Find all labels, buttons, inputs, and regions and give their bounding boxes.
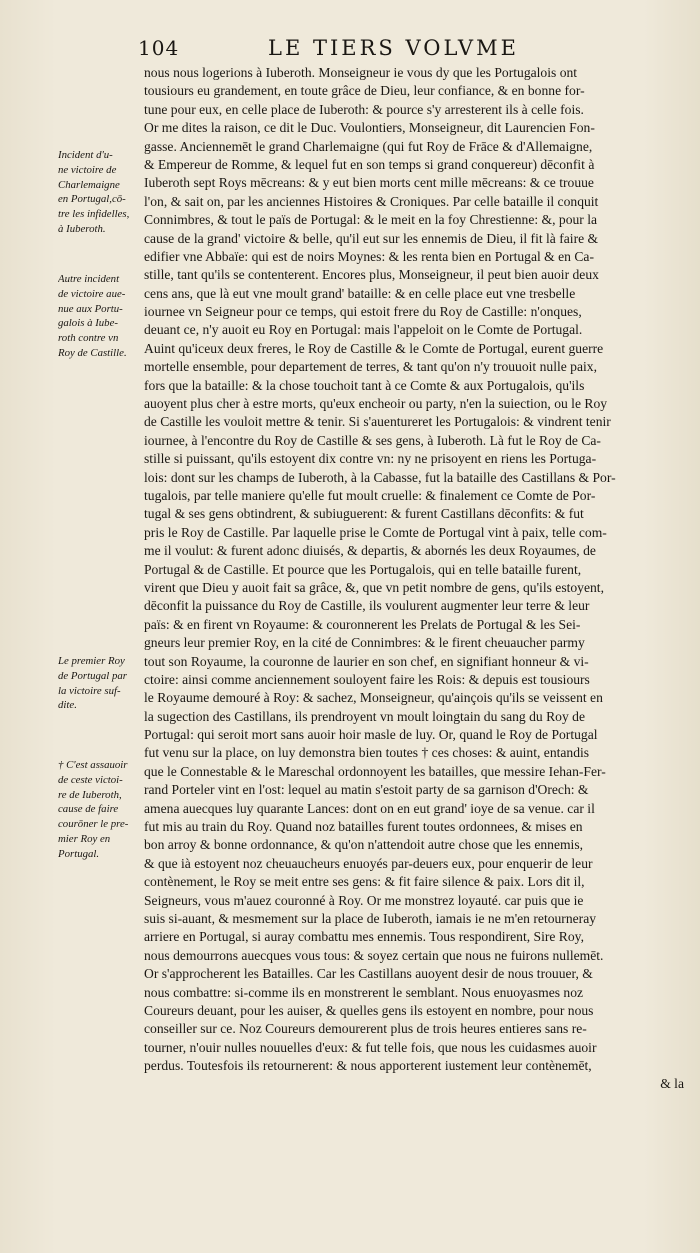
- margin-note: [58, 148, 142, 237]
- text-line: fut mis au train du Roy. Quand noz batailles furent toutes ordonnees, & mises en: [144, 819, 583, 835]
- margin-note-line: ne victoire de: [58, 163, 117, 176]
- text-line: tugalois, par telle maniere qu'elle fut moult cruelle: & finalement ce Comte de Por-: [144, 487, 596, 503]
- margin-note-line: nue aux Portu-: [58, 302, 123, 315]
- text-line: Or s'approcherent les Batailles. Car les Castillans auoyent desir de nous trouuer, &: [144, 966, 593, 982]
- text-line: ctoire: ainsi comme anciennement souloyent faire les Rois: & depuis est tousiours: [144, 671, 590, 687]
- text-line: Portugal & de Castille. Et pource que les Portugalois, qui en telle bataille furent,: [144, 561, 582, 577]
- margin-note: [58, 654, 142, 713]
- text-line: bon arroy & bonne ordonnance, & qu'on n'attendoit autre chose que les ennemis,: [144, 837, 584, 853]
- running-title: LE TIERS VOLVME: [268, 36, 519, 60]
- margin-note-line: en Portugal,cō-: [58, 193, 126, 206]
- text-line: le Royaume demouré à Roy: & sachez, Monseigneur, qu'ainçois qu'ils se veissent en: [144, 690, 603, 706]
- page-number: 104: [138, 36, 180, 60]
- text-line: & la: [660, 1076, 684, 1092]
- text-line: arriere en Portugal, si auray combattu mes ennemis. Tous respondirent, Sire Roy,: [144, 929, 584, 945]
- margin-note: [58, 758, 142, 862]
- text-line: la sugection des Castillans, ils prendroyent vn moult loingtain du sang du Roy de: [144, 708, 585, 724]
- text-line: conseiller sur ce. Noz Coureurs demourerent plus de trois heures entieres sans re-: [144, 1021, 587, 1037]
- margin-note-line: roth contre vn: [58, 332, 119, 345]
- margin-note-line: la victoire suf-: [58, 684, 121, 697]
- text-line: suis si-auant, & mesmement sur la place de Iuberoth, iamais ie ne m'en retourneray: [144, 910, 597, 926]
- margin-note-line: à Iuberoth.: [58, 222, 106, 235]
- text-line: l'on, & sait on, par les anciennes Histoires & Croniques. Par celle bataille il conquit: [144, 193, 599, 209]
- text-line: Portugal: qui seroit mort sans auoir hoir masle de luy. Or, quand le Roy de Portugal: [144, 727, 598, 743]
- text-line: virent que Dieu y auoit fait sa grâce, &, que vn petit nombre de gens, qu'ils estoyent,: [144, 579, 604, 595]
- text-line: tourner, n'ouir nulles nouuelles d'eux: & fut telle fois, que nous les cuidasmes auoir: [144, 1039, 597, 1055]
- text-line: fors que la bataille: & la chose touchoit tant à ce Comte & aux Portugalois, qu'ils: [144, 377, 585, 393]
- text-line: Connimbres, & tout le païs de Portugal: & le meit en la foy Chrestienne: &, pour la: [144, 212, 598, 228]
- margin-note-line: Charlemaigne: [58, 178, 120, 191]
- text-line: & que ià estoyent noz cheuaucheurs enuoyés par-deuers eux, pour enquerir de leur: [144, 855, 593, 871]
- text-line: rand Porteler vint en l'ost: lequel au matin s'estoit party de sa garnison d'Orech: &: [144, 782, 589, 798]
- text-line: tousiours eu grandement, en toute grâce de Dieu, leur confiance, & en bonne for-: [144, 83, 585, 99]
- text-line: me il voulut: & furent adonc diuisés, & departis, & abornés les deux Royaumes, de: [144, 543, 596, 559]
- text-line: tugal & ses gens obtindrent, & subiuguerent: & furent Castillans dēconfits: & fut: [144, 506, 584, 522]
- margin-note-line: Incident d'u-: [58, 149, 113, 161]
- margin-note-line: dite.: [58, 699, 77, 712]
- margin-note-line: Le premier Roy: [58, 655, 125, 667]
- margin-note-line: de Portugal par: [58, 669, 127, 682]
- text-line: edifier vne Abbaïe: qui est de noirs Moynes: & les renta bien en Portugal & en Ca-: [144, 248, 594, 264]
- text-line: & Empereur de Romme, & lequel fut en son temps si grand conquereur) dēconfit à: [144, 156, 595, 172]
- margin-note: [58, 272, 142, 361]
- text-line: cens ans, que là eut vne moult grand' bataille: & en celle place eut vne tresbelle: [144, 285, 576, 301]
- body-text: [144, 64, 684, 1094]
- text-line: que le Connestable & le Mareschal ordonnoyent les batailles, que messire Iehan-Fer-: [144, 763, 606, 779]
- text-line: fut venu sur la place, on luy demonstra bien toutes † ces choses: & auint, entandis: [144, 745, 590, 761]
- text-line: dēconfit la puissance du Roy de Castille, ils voulurent augmenter leur terre & leur: [144, 598, 590, 614]
- text-line: perdus. Toutesfois ils retournerent: & nous apporterent iustement leur contènemēt,: [144, 1058, 592, 1074]
- text-line: lois: dont sur les champs de Iuberoth, à la Cabasse, fut la bataille des Castillans & Por-: [144, 469, 616, 485]
- text-line: cause de la grand' victoire & belle, qu'il eut sur les ennemis de Dieu, il fit là faire &: [144, 230, 599, 246]
- text-line: amena auecques luy quarante Lances: dont on en eut grand' ioye de sa venue. car il: [144, 800, 595, 816]
- margin-note-line: † C'est assauoir: [58, 759, 128, 771]
- text-line: stille, tant qu'ils se contenterent. Encores plus, Monseigneur, il peut bien auoir deux: [144, 267, 599, 283]
- text-line: tune pour eux, en celle place de Iuberoth: & pource s'y arresterent ils à celle fois.: [144, 101, 584, 117]
- margin-note-line: de ceste victoi-: [58, 773, 123, 786]
- margin-note-line: de victoire aue-: [58, 287, 126, 300]
- text-line: gneurs leur premier Roy, en la cité de Connimbres: & le firent cheuaucher parmy: [144, 635, 585, 651]
- text-line: nous demourrons auecques vous tous: & soyez certain que nous ne fuirons nullemēt.: [144, 947, 604, 963]
- margin-note-line: courōner le pre-: [58, 818, 129, 831]
- margin-note-line: re de Iuberoth,: [58, 788, 122, 801]
- text-line: contènement, le Roy se meit entre ses gens: & fit faire silence & paix. Lors dit il,: [144, 874, 585, 890]
- text-line: Auint qu'iceux deux freres, le Roy de Castille & le Comte de Portugal, eurent guerre: [144, 340, 604, 356]
- text-line: stille si puissant, qu'ils estoyent dix contre vn: ny ne prisoyent en riens les Portuga-: [144, 451, 597, 467]
- text-line: tout son Royaume, la couronne de laurier en son chef, en signifiant honneur & vi-: [144, 653, 589, 669]
- page-header: [138, 36, 584, 64]
- text-line: deuant ce, n'y auoit eu Roy en Portugal: mais l'appeloit on le Comte de Portugal.: [144, 322, 583, 338]
- text-line: pris le Roy de Castille. Par laquelle prise le Comte de Portugal vint à paix, telle com-: [144, 524, 607, 540]
- text-line: mortelle ensemble, pour departement de terres, & tant qu'on n'y trouuoit nulle paix,: [144, 359, 597, 375]
- margin-note-line: Roy de Castille.: [58, 346, 127, 359]
- text-line: Or me dites la raison, ce dit le Duc. Voulontiers, Monseigneur, dit Laurencien Fon-: [144, 120, 595, 136]
- text-line: iournee vn Seigneur pour ce temps, qui estoit frere du Roy de Castille: n'onques,: [144, 304, 582, 320]
- margin-note-line: galois à Iube-: [58, 317, 118, 330]
- margin-note-line: tre les infidelles,: [58, 208, 130, 221]
- margin-note-line: cause de faire: [58, 803, 119, 816]
- text-line: de Castille les vouloit mettre & tenir. Si s'auentureret les Portugalois: & vindrent tenir: [144, 414, 611, 430]
- margin-note-line: Portugal.: [58, 847, 100, 860]
- text-line: Seigneurs, vous m'auez couronné à Roy. Or me monstrez loyauté. car puis que ie: [144, 892, 584, 908]
- text-line: Coureurs deuant, pour les auiser, & quelles gens ils estoyent en nombre, pour nous: [144, 1002, 594, 1018]
- text-line: iournee, à l'encontre du Roy de Castille & ses gens, à Iuberoth. Là fut le Roy de Ca-: [144, 432, 601, 448]
- text-line: Iuberoth sept Roys mēcreans: & y eut bien morts cent mille mēcreans: & ce trouue: [144, 175, 594, 191]
- text-line: nous combattre: si-comme ils en monstrerent le semblant. Nous enuoyasmes noz: [144, 984, 584, 1000]
- margin-note-line: Autre incident: [58, 273, 120, 285]
- margin-note-line: mier Roy en: [58, 832, 111, 845]
- text-line: gasse. Anciennemēt le grand Charlemaigne (qui fut Roy de Frāce & d'Allemaigne,: [144, 138, 593, 154]
- text-line: païs: & en firent vn Royaume: & couronnerent les Prelats de Portugal & les Sei-: [144, 616, 581, 632]
- text-line: auoyent plus cher à estre morts, qu'eux encheoir ou party, n'en la suiection, ou le Roy: [144, 396, 608, 412]
- text-line: nous nous logerions à Iuberoth. Monseigneur ie vous dy que les Portugalois ont: [144, 65, 578, 80]
